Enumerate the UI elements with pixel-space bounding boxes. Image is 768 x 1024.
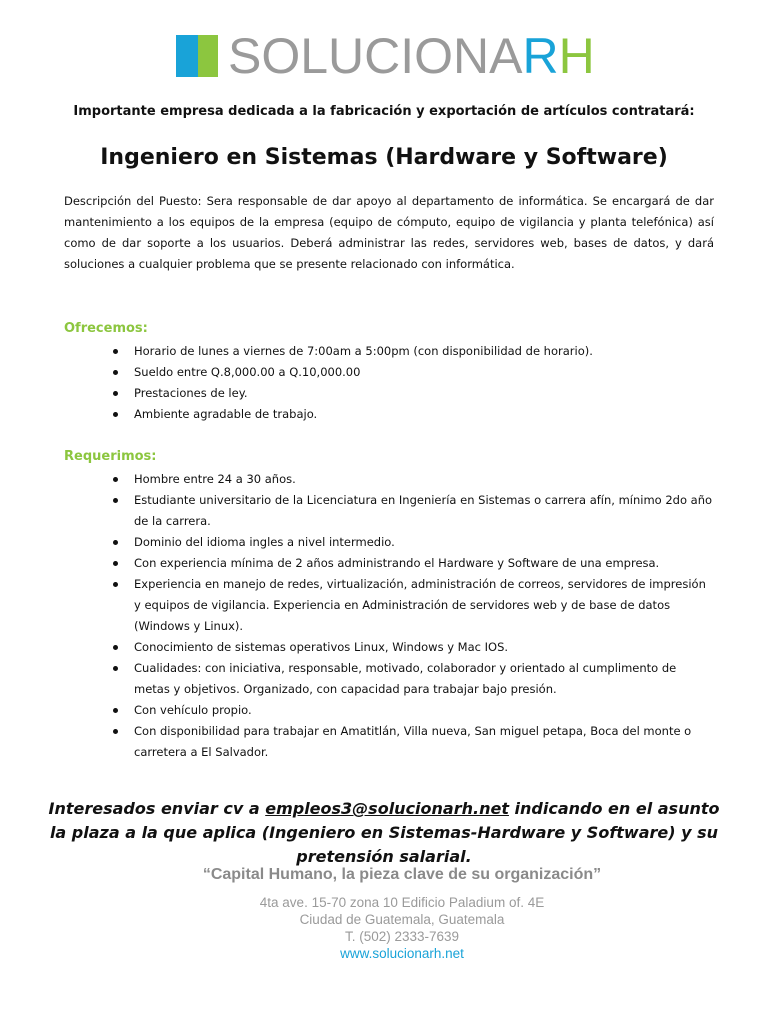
contact-city: Ciudad de Guatemala, Guatemala: [299, 912, 505, 927]
list-item: [64, 553, 714, 574]
bullet-icon: [113, 498, 118, 503]
list-item: [64, 637, 714, 658]
list-item: [64, 721, 714, 763]
application-instructions: [44, 797, 724, 869]
requirement-item-text: Con vehículo propio.: [134, 703, 252, 717]
job-title: Ingeniero en Sistemas (Hardware y Software): [100, 145, 668, 170]
bullet-icon: [113, 582, 118, 587]
list-item: [64, 532, 714, 553]
job-description: Descripción del Puesto: Sera responsable de dar apoyo al departamento de informática. Se encargará de dar mantenimiento a los equipos de la empresa (equipo de cómputo, equipo de vigilancia y planta telefónica) así como de dar soporte a los usuarios. Deberá administrar las redes, servidores web, bases de datos, y dará soluciones a cualquier problema que se presente relacionado con informática.: [64, 194, 714, 271]
email-link[interactable]: empleos3@solucionarh.net: [265, 799, 509, 818]
offer-list: [64, 341, 714, 425]
requirements-heading: Requerimos:: [64, 449, 157, 464]
cta-text-after: indicando en el asunto la plaza a la que aplica (Ingeniero en Sistemas-Hardware y Software) y su pretensión salarial.: [49, 799, 720, 866]
logo-wordmark: [228, 28, 595, 84]
bullet-icon: [113, 391, 118, 396]
bullet-icon: [113, 370, 118, 375]
contact-phone: T. (502) 2333-7639: [344, 929, 460, 944]
requirement-item-text: Conocimiento de sistemas operativos Linux, Windows y Mac IOS.: [134, 640, 509, 654]
list-item: [64, 574, 714, 637]
list-item: [64, 469, 714, 490]
requirement-item-text: Cualidades: con iniciativa, responsable, motivado, colaborador y orientado al cumplimento de metas y objetivos. Organizado, con capacidad para trabajar bajo presión.: [134, 661, 677, 696]
offer-item-text: Ambiente agradable de trabajo.: [134, 407, 318, 421]
requirement-item-text: Dominio del idioma ingles a nivel intermedio.: [134, 535, 395, 549]
list-item: [64, 490, 714, 532]
bullet-icon: [113, 708, 118, 713]
company-slogan: “Capital Humano, la pieza clave de su organización”: [202, 866, 602, 883]
bullet-icon: [113, 412, 118, 417]
contact-block: [0, 894, 768, 962]
logo-text-h: H: [558, 28, 595, 84]
requirements-list: [64, 469, 714, 763]
list-item: [64, 658, 714, 700]
intro-line: Importante empresa dedicada a la fabricación y exportación de artículos contratará:: [73, 104, 695, 119]
requirement-item-text: Hombre entre 24 a 30 años.: [134, 472, 296, 486]
list-item: [64, 700, 714, 721]
bullet-icon: [113, 561, 118, 566]
website-link[interactable]: www.solucionarh.net: [340, 946, 464, 961]
requirement-item-text: Experiencia en manejo de redes, virtualización, administración de correos, servidores de impresión y equipos de vigilancia. Experiencia en Administración de servidores web y de base de datos (Windows y Linux).: [134, 577, 706, 633]
contact-address: 4ta ave. 15-70 zona 10 Edificio Paladium of. 4E: [259, 895, 545, 910]
offer-item-text: Prestaciones de ley.: [134, 386, 248, 400]
cta-text-before: Interesados enviar cv a: [48, 799, 266, 818]
logo-text-r: R: [522, 28, 559, 84]
bullet-icon: [113, 540, 118, 545]
list-item: [64, 404, 714, 425]
bullet-icon: [113, 645, 118, 650]
bullet-icon: [113, 349, 118, 354]
offer-item-text: Sueldo entre Q.8,000.00 a Q.10,000.00: [134, 365, 361, 379]
list-item: [64, 341, 714, 362]
offer-item-text: Horario de lunes a viernes de 7:00am a 5:00pm (con disponibilidad de horario).: [134, 344, 593, 358]
company-logo: [176, 28, 595, 84]
list-item: [64, 362, 714, 383]
requirement-item-text: Con disponibilidad para trabajar en Amatitlán, Villa nueva, San miguel petapa, Boca del monte o carretera a El Salvador.: [134, 724, 692, 759]
list-item: [64, 383, 714, 404]
logo-text-main: SOLUCIONA: [228, 28, 523, 84]
offer-heading: Ofrecemos:: [64, 321, 148, 336]
logo-mark-icon: [176, 35, 218, 77]
bullet-icon: [113, 666, 118, 671]
requirement-item-text: Con experiencia mínima de 2 años administrando el Hardware y Software de una empresa.: [134, 556, 660, 570]
bullet-icon: [113, 477, 118, 482]
requirement-item-text: Estudiante universitario de la Licenciatura en Ingeniería en Sistemas o carrera afín, mínimo 2do año de la carrera.: [134, 493, 713, 528]
bullet-icon: [113, 729, 118, 734]
